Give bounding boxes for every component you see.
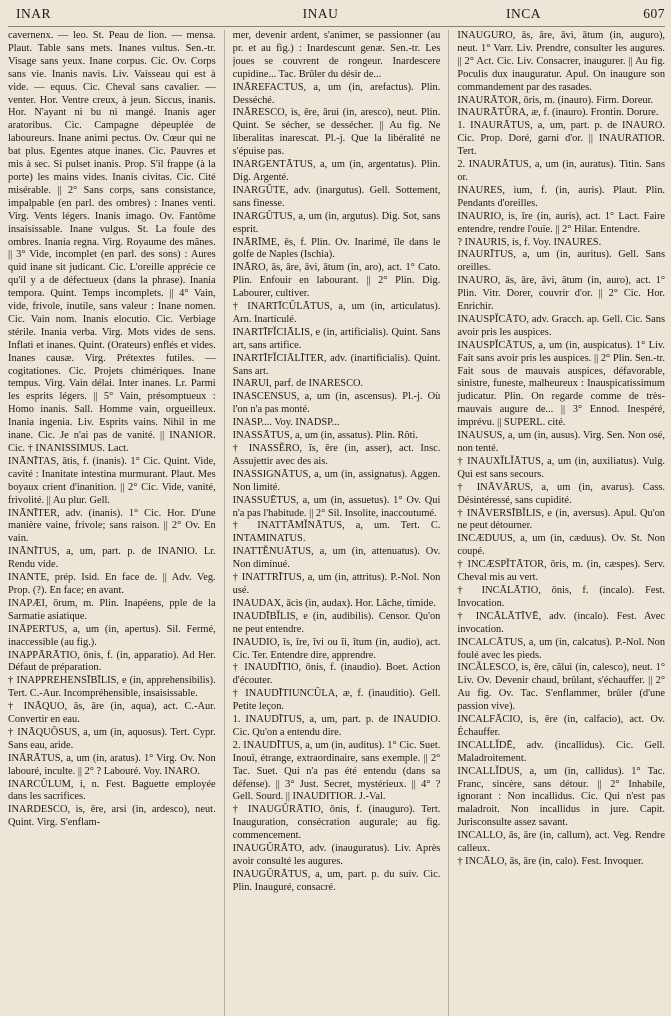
dictionary-entry: INARCŬLUM, i, n. Fest. Baguette employée dans les sacrifices. — [8, 778, 216, 803]
dictionary-entry: INAUSPĬCĀTO, adv. Gracch. ap. Gell. Cic. Sans avoir pris les auspices. — [457, 313, 665, 338]
header-center-guideword: INAU — [302, 6, 339, 21]
dictionary-entry: INARGENTĀTUS, a, um (in, argentatus). Plin. Dig. Argenté. — [232, 159, 441, 183]
dictionary-entry: † INCÆSPĬTĀTOR, ōris, m. (in, cæspes). Serv. Cheval mis au vert. — [457, 559, 665, 584]
column-divider — [448, 30, 449, 1016]
dictionary-entry: 2. INAURĀTUS, a, um (in, auratus). Titin. Sans or. — [457, 159, 665, 183]
dictionary-entry: INAUGŬRĀTO, adv. (inauguratus). Liv. Après avoir consulté les augures. — [232, 843, 441, 867]
dictionary-entry: † INAUGŬRĀTIO, ōnis, f. (inauguro). Tert. Inauguration, consécration augurale; au fig. commencement. — [232, 804, 441, 842]
header-right-guideword: INCA — [506, 6, 541, 21]
dictionary-entry: mer, devenir ardent, s'animer, se passionner (au pr. et au fig.) : Inardescunt genæ. Sen.-tr. Les joues se couvrent de rongeur. Inardescere cupidine... Tac. Brûler du désir de... — [232, 30, 441, 80]
dictionary-entry: INARTĪFĬCIĀLIS, e (in, artificialis). Quint. Sans art, sans artifice. — [232, 326, 441, 351]
dictionary-entry: † INASSĔRO, ĭs, ēre (in, asser), act. Insc. Assujettir avec des ais. — [232, 443, 441, 467]
dictionary-entry: INAUGŬRO, ās, āre, āvi, ātum (in, auguro), neut. 1° Varr. Liv. Prendre, consulter les augures. || 2° Act. Cic. Liv. Consacrer, inaugurer. || Au fig. Poculis dux inauguratur. Apul. On inaugure son commandement par des rasades. — [457, 30, 665, 93]
dictionary-entry: INĀREFACTUS, a, um (in, arefactus). Plin. Desséché. — [232, 81, 441, 106]
dictionary-entry: INAUDĪBĬLIS, e (in, audibilis). Censor. Qu'on ne peut entendre. — [232, 610, 441, 635]
dictionary-entry: INĀRĪME, ēs, f. Plin. Ov. Inarimé, île dans le golfe de Naples (Ischia). — [232, 236, 441, 261]
header-left-guideword: INAR — [16, 6, 51, 21]
dictionary-entry: INĀRO, ās, āre, āvi, ātum (in, aro), act. 1° Cato. Plin. Enfouir en labourant. || 2° Plin. Dig. Labourer, cultiver. — [232, 262, 441, 300]
dictionary-entry: † INĀVERSĪBĬLIS, e (in, aversus). Apul. Qu'on ne peut détourner. — [457, 507, 665, 532]
dictionary-entry: 1. INAUDĪTUS, a, um, part. p. de INAUDIO. Cic. Qu'on a entendu dire. — [232, 714, 441, 738]
dictionary-entry: INASSUĒTUS, a, um (in, assuetus). 1° Ov. Qui n'a pas l'habitude. || 2° Sil. Insolite, inaccoutumé. — [232, 494, 441, 519]
dictionary-entry: INARUI, parf. de INARESCO. — [232, 378, 364, 390]
dictionary-entry: INAPÆI, ōrum, m. Plin. Inapéens, pple de la Sarmatie asiatique. — [8, 597, 216, 622]
dictionary-entry: INAURĀTOR, ōris, m. (inauro). Firm. Doreur. — [457, 94, 654, 106]
dictionary-entry: ? INAURIS, is, f. Voy. INAURES. — [457, 236, 602, 248]
dictionary-entry: † INATTĀMĬNĀTUS, a, um. Tert. C. INTAMINATUS. — [232, 520, 441, 545]
dictionary-entry: INARGŪTUS, a, um (in, argutus). Dig. Sot, sans esprit. — [232, 210, 441, 235]
column-3 — [457, 30, 665, 1016]
dictionary-entry: INCALLĬDUS, a, um (in, callidus). 1° Tac. Franc, sincère, sans détour. || 2° Inhabile, ignorant : Non incallidus. Cic. Qui n'est pas maladroit. Non incallidus in jure. Capit. Jurisconsulte assez savant. — [457, 765, 665, 829]
dictionary-entry: INARTĪFĬCIĀLĪTER, adv. (inartificialis). Quint. Sans art. — [232, 352, 441, 377]
dictionary-entry: INASP.... Voy. INADSP... — [232, 417, 340, 429]
dictionary-entry: INAUDIO, īs, īre, īvi ou ĭi, ītum (in, audio), act. Cic. Ter. Entendre dire, apprendre. — [232, 636, 441, 661]
dictionary-entry: INĀRESCO, is, ēre, ārui (in, aresco), neut. Plin. Quint. Se sécher, se dessécher. || Au fig. Ne liberalitas inarescat. Pl.-j. Que la libéralité ne s'épuise pas. — [232, 107, 441, 158]
dictionary-entry: INAUGŬRĀTUS, a, um, part. p. du suiv. Cic. Plin. Inauguré, consacré. — [232, 868, 441, 893]
dictionary-entry: INANTE, prép. Isid. En face de. || Adv. Veg. Prop. (?). En face; en avant. — [8, 572, 216, 596]
dictionary-entry: 2. INAUDĪTUS, a, um (in, auditus). 1° Cic. Suet. Inouï, étrange, extraordinaire, sans exemple. || 2° Tac. Suet. Qui n'a pas été entendu (dans sa défense). || 3° Just. Secret, mystérieux. || 4° ? Gell. Sourd. || INAUDITIOR. J.-Val. — [232, 739, 441, 803]
dictionary-entry: † INĀQUO, ās, āre (in, aqua), act. C.-Aur. Convertir en eau. — [8, 701, 216, 726]
dictionary-entry: INAURĪTUS, a, um (in, auritus). Gell. Sans oreilles. — [457, 249, 665, 274]
dictionary-entry: INAPPĀRĀTIO, ōnis, f. (in, apparatio). Ad Her. Défaut de préparation. — [8, 649, 216, 674]
dictionary-entry: † INCĀLĀTĪVĒ, adv. (incalo). Fest. Avec invocation. — [457, 610, 665, 635]
dictionary-entry: † INAUDĪTIO, ōnis, f. (inaudio). Boet. Action d'écouter. — [232, 662, 441, 687]
dictionary-entry: INĀRĀTUS, a, um (in, aratus). 1° Virg. Ov. Non labouré, inculte. || 2° ? Labouré. Voy. INARO. — [8, 752, 216, 777]
dictionary-entry: † INĀQUŌSUS, a, um (in, aquosus). Tert. Cypr. Sans eau, aride. — [8, 726, 216, 751]
dictionary-entry: † INAUXĬLĬĀTUS, a, um (in, auxiliatus). Vulg. Qui est sans secours. — [457, 455, 665, 480]
dictionary-entry: † INCĀLĀTIO, ōnis, f. (incalo). Fest. Invocation. — [457, 584, 665, 609]
dictionary-entry: INCALFĀCIO, is, ēre (in, calfacio), act. Ov. Échauffer. — [457, 714, 665, 738]
dictionary-entry: † INCĀLO, ās, āre (in, calo). Fest. Invoquer. — [457, 856, 644, 867]
dictionary-entry: † INAUDĪTIUNCŬLA, æ, f. (inauditio). Gell. Petite leçon. — [232, 688, 441, 713]
dictionary-entry: INASCENSUS, a, um (in, ascensus). Pl.-j. Où l'on n'a pas monté. — [232, 391, 441, 416]
dictionary-entry: INAUDAX, ācis (in, audax). Hor. Lâche, timide. — [232, 597, 436, 609]
dictionary-entry: INĀNĪTAS, ātis, f. (inanis). 1° Cic. Quint. Vide, cavité : Inanitate intestina murmurant. Plaut. Mes boyaux crient d'inanition. || 2° Cic. Vide, vanité, frivolité. || Au plur. Gell. — [8, 455, 216, 506]
running-header — [8, 6, 665, 27]
column-1 — [8, 30, 216, 1016]
dictionary-entry: INAUSUS, a, um (in, ausus). Virg. Sen. Non osé, non tenté. — [457, 430, 665, 454]
dictionary-entry: † INĀVĀRUS, a, um (in, avarus). Cass. Désintéressé, sans cupidité. — [457, 481, 665, 506]
dictionary-entry: 1. INAURĀTUS, a, um, part. p. de INAURO. Cic. Prop. Doré, garni d'or. || INAURATIOR. Tert. — [457, 120, 665, 158]
dictionary-entry: INCALLO, ās, āre (in, callum), act. Veg. Rendre calleux. — [457, 830, 665, 855]
column-divider — [224, 30, 225, 1016]
dictionary-entry: † INATTRĪTUS, a, um (in, attritus). P.-Nol. Non usé. — [232, 572, 441, 596]
dictionary-entry: INAUSPĬCĀTUS, a, um (in, auspicatus). 1° Liv. Fait sans avoir pris les auspices. || 2° Plin. Sen.-tr. Fait sous de mauvais auspices, défavorable, sinistre, funeste, malheureux : Inauspicatissimum judicatur. Plin. On regarde comme de très-mauvais augure de... || 3° Ennod. Inespéré, imprévu. || SUPERL. cité. — [457, 339, 665, 429]
dictionary-entry: INCALCĀTUS, a, um (in, calcatus). P.-Nol. Non foulé avec les pieds. — [457, 636, 665, 661]
dictionary-entry: INCĂLESCO, is, ēre, călui (in, calesco), neut. 1° Liv. Ov. Devenir chaud, brûlant, s'échauffer. || 2° Au fig. Ov. Tac. S'enflammer, brûler (d'une passion vive). — [457, 662, 665, 713]
page-number: 607 — [643, 6, 665, 21]
dictionary-entry: INARDESCO, is, ēre, arsi (in, ardesco), neut. Quint. Virg. S'enflam- — [8, 804, 216, 829]
dictionary-entry: cavernenx. — leo. St. Peau de lion. — mensa. Plaut. Table sans mets. Inanes vultus. Sen.-tr. Visage sans yeux. Inane corpus. Cic. Ov. Corps sans vie. Inanis navis. Liv. Vaisseau qui est à vide. — equus. Cic. Cheval sans cavalier. — venter. Hor. Ventre creux, à jeun. Siccus, inanis. Hor. N'ayant ni bu ni mangé. Inanis ager aratoribus. Cic. Campagne dépeuplée de laboureurs. Inane animi pectus. Ov. Cœur qui ne bat plus. Egentes atque inanes. Cic. Pauvres et mis à sec. Si pulset inanis. Prop. S'il frappe (à la porte) les mains vides. Inanis civitas. Cic. Cité misérable. || 2° Sans corps, sans consistance, impalpable (en parl. des ombres) : Inanes venti. Virg. Vents légers. Inanis imago. Ov. Fantôme insaisissable. Inane vulgus. St. La foule des ombres. Inania regna. Virg. Royaume des mânes. || 3° Vide, incomplet (en parl. des sons) : Aures quid inane sit judicant. Cic. L'oreille apprécie ce qu'il y a de défectueux (dans la phrase). Inania tempora. Quint. Temps incomplets. || 4° Vain, vide, frivole, inutile, sans valeur : Inane nomen. Cic. Vain nom. Inanis elocutio. Cic. Verbiage stérile. Inania verba. Virg. Mots vides de sens. Inflati et inanes. Quint. (Orateurs) enflés et vides. Inanes causæ. Virg. Prétextes futiles. — cogitationes. Cic. Projets chimériques. Inane tempus. Virg. Vain délai. Inter inanes. Lr. Parmi les esprits légers. || 5° Vain, présomptueux : Homo inanis. Sall. Homme vain, orgueilleux. Inania ingenia. Liv. Esprits vains. Nihil in me inane. Cic. Je n'ai pas de vanité. || INANIOR. Cic. † INANISSIMUS. Lact. — [8, 30, 216, 454]
dictionary-entry: INCALLĬDĒ, adv. (incallidus). Cic. Gell. Maladroitement. — [457, 739, 665, 764]
dictionary-entry: † INAPPREHENSĪBĪLIS, e (in, apprehensibilis). Tert. C.-Aur. Incompréhensible, insaisissable. — [8, 675, 216, 700]
dictionary-entry: INCÆDUUS, a, um (in, cæduus). Ov. St. Non coupé. — [457, 533, 665, 558]
columns — [8, 30, 665, 1016]
dictionary-entry: INAURIO, is, īre (in, auris), act. 1° Lact. Faire entendre, rendre l'ouïe. || 2° Hilar. Entendre. — [457, 210, 665, 235]
dictionary-entry: † INARTĪCŬLĀTUS, a, um (in, articulatus). Arn. Inarticulé. — [232, 301, 441, 325]
dictionary-entry: INASSĀTUS, a, um (in, assatus). Plin. Rôti. — [232, 430, 418, 442]
dictionary-entry: INAURĀTŪRA, æ, f. (inauro). Frontin. Dorure. — [457, 107, 659, 119]
dictionary-entry: INĀNĪTUS, a, um, part. p. de INANIO. Lr. Rendu vide. — [8, 546, 216, 571]
dictionary-entry: INĀNĪTER, adv. (inanis). 1° Cic. Hor. D'une manière vaine, frivole; sans raison. || 2° Ov. En vain. — [8, 507, 216, 545]
column-2 — [233, 30, 441, 1016]
dictionary-entry: INĀPERTUS, a, um (in, apertus). Sil. Fermé, inaccessible (au fig.). — [8, 623, 216, 648]
dictionary-entry: INARGŪTE, adv. (inargutus). Gell. Sottement, sans finesse. — [232, 184, 441, 209]
dictionary-entry: INAURES, ium, f. (in, auris). Plaut. Plin. Pendants d'oreilles. — [457, 184, 665, 209]
dictionary-entry: INAURO, ās, āre, āvi, ātum (in, auro), act. 1° Plin. Vitr. Dorer, couvrir d'or. || 2° Cic. Hor. Enrichir. — [457, 275, 665, 313]
dictionary-entry: INASSIGNĀTUS, a, um (in, assignatus). Aggen. Non limité. — [232, 468, 441, 493]
dictionary-entry: INATTĔNUĀTUS, a, um (in, attenuatus). Ov. Non diminué. — [232, 546, 441, 571]
